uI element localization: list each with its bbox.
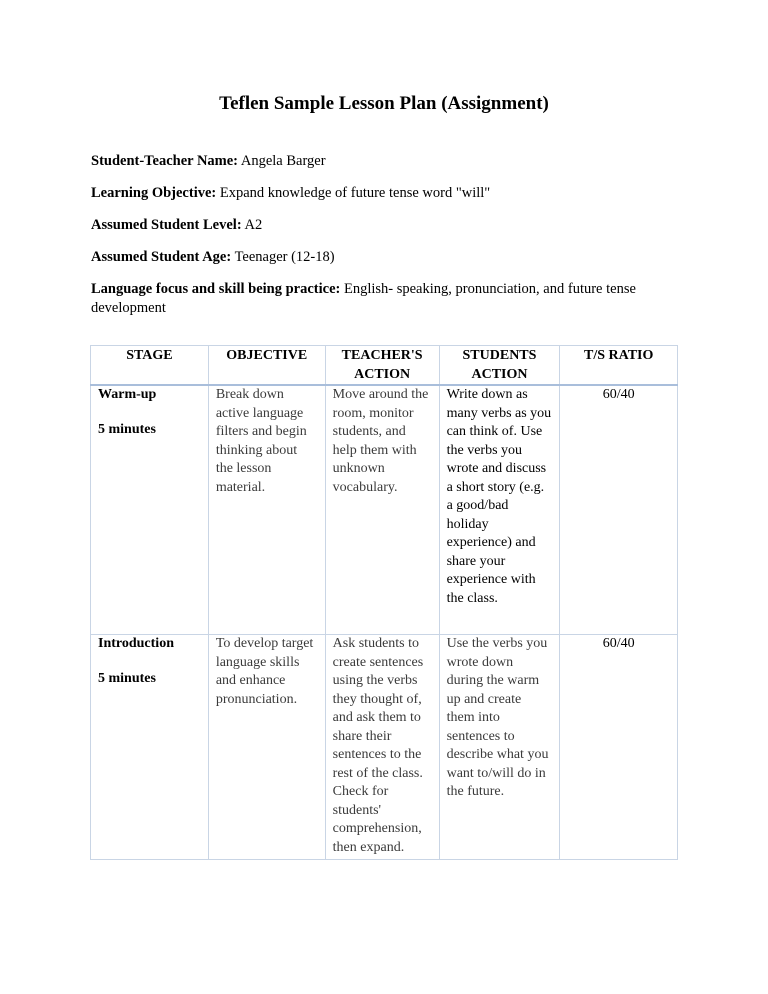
learning-objective-field bbox=[91, 184, 691, 203]
objective-cell: Break down active language filters and begin thinking about the lesson material. bbox=[208, 385, 325, 635]
students-action-cell: Write down as many verbs as you can think of. Use the verbs you wrote and discuss a short story (e.g. a good/bad holiday experience) and share your experience with the class. bbox=[439, 385, 560, 635]
lesson-plan-table bbox=[90, 345, 678, 860]
teacher-name-value: Angela Barger bbox=[240, 153, 326, 169]
learning-objective-value: Expand knowledge of future tense word "will" bbox=[219, 185, 491, 201]
lesson-info bbox=[91, 152, 691, 331]
stage-name: Warm-up bbox=[98, 387, 157, 402]
student-level-value: A2 bbox=[244, 217, 263, 233]
learning-objective-label: Learning Objective: bbox=[91, 185, 217, 201]
language-focus-label: Language focus and skill being practice: bbox=[91, 281, 341, 297]
student-age-field bbox=[91, 248, 691, 267]
student-age-label: Assumed Student Age: bbox=[91, 249, 232, 265]
stage-duration: 5 minutes bbox=[98, 421, 156, 437]
language-focus-value: English- speaking, pronunciation, and future tense development bbox=[91, 281, 636, 316]
students-action-cell: Use the verbs you wrote down during the warm up and create them into sentences to describe what you want to/will do in the future. bbox=[439, 635, 560, 860]
stage-cell bbox=[91, 635, 209, 860]
ts-ratio-cell: 60/40 bbox=[560, 385, 678, 635]
teacher-name-field bbox=[91, 152, 691, 171]
teacher-action-cell: Move around the room, monitor students, and help them with unknown vocabulary. bbox=[325, 385, 439, 635]
objective-cell: To develop target language skills and enhance pronunciation. bbox=[208, 635, 325, 860]
header-teacher-action: TEACHER'S ACTION bbox=[325, 346, 439, 386]
document-title: Teflen Sample Lesson Plan (Assignment) bbox=[219, 93, 549, 114]
student-level-label: Assumed Student Level: bbox=[91, 217, 242, 233]
table-row bbox=[91, 635, 678, 860]
stage-name: Introduction bbox=[98, 636, 174, 651]
teacher-action-cell: Ask students to create sentences using the verbs they thought of, and ask them to share their sentences to the rest of the class. Check for students' comprehension, then expand. bbox=[325, 635, 439, 860]
language-focus-field bbox=[91, 280, 691, 318]
stage-duration: 5 minutes bbox=[98, 670, 156, 686]
ts-ratio-cell: 60/40 bbox=[560, 635, 678, 860]
table-header-row bbox=[91, 346, 678, 386]
stage-cell bbox=[91, 385, 209, 635]
header-stage: STAGE bbox=[91, 346, 209, 386]
table-row bbox=[91, 385, 678, 635]
header-ts-ratio: T/S RATIO bbox=[560, 346, 678, 386]
header-students-action: STUDENTS ACTION bbox=[439, 346, 560, 386]
student-age-value: Teenager (12-18) bbox=[234, 249, 335, 265]
student-level-field bbox=[91, 216, 691, 235]
teacher-name-label: Student-Teacher Name: bbox=[91, 153, 239, 169]
header-objective: OBJECTIVE bbox=[208, 346, 325, 386]
